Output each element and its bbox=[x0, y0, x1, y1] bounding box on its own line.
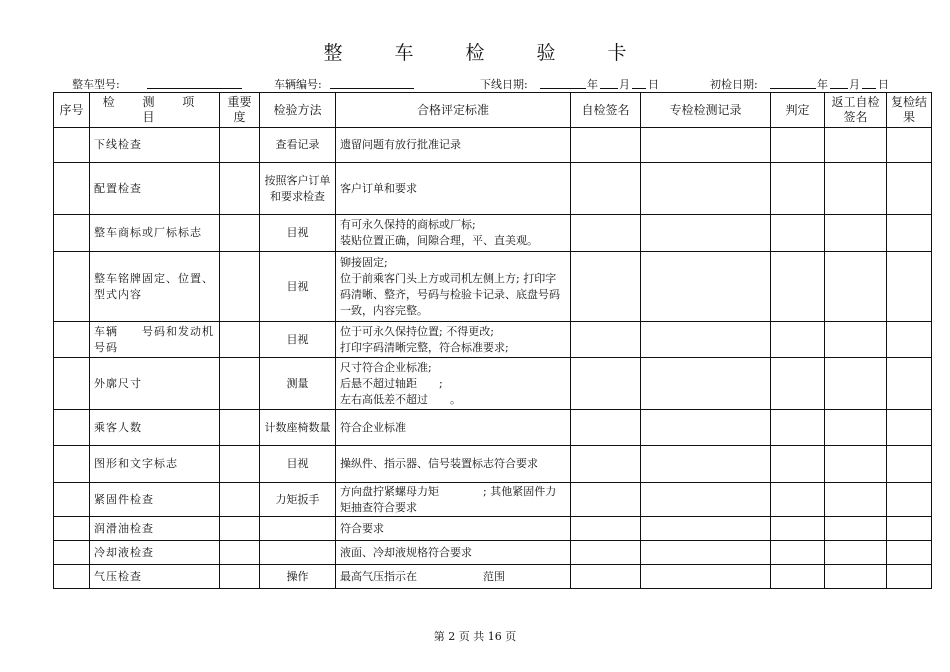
criteria-cell bbox=[336, 128, 571, 163]
self-sign-cell[interactable] bbox=[571, 163, 641, 215]
recheck-cell[interactable] bbox=[887, 541, 932, 565]
table-row bbox=[54, 358, 932, 410]
judgement-cell[interactable] bbox=[771, 410, 825, 446]
seq-cell bbox=[54, 541, 90, 565]
table-header-row bbox=[54, 93, 932, 128]
recheck-cell[interactable] bbox=[887, 483, 932, 517]
special-record-cell[interactable] bbox=[641, 541, 771, 565]
criteria-cell bbox=[336, 358, 571, 410]
item-cell: 图形和文字标志 bbox=[90, 446, 220, 483]
importance-cell bbox=[220, 215, 260, 252]
criteria-line: 符合企业标准 bbox=[340, 420, 406, 434]
seq-cell bbox=[54, 483, 90, 517]
recheck-cell[interactable] bbox=[887, 410, 932, 446]
first-month-unit: 月 bbox=[849, 78, 860, 91]
judgement-cell[interactable] bbox=[771, 565, 825, 589]
item-cell: 整车铭牌固定、位置、型式内容 bbox=[90, 252, 220, 322]
self-sign-cell[interactable] bbox=[571, 410, 641, 446]
judgement-cell[interactable] bbox=[771, 252, 825, 322]
criteria-cell bbox=[336, 252, 571, 322]
table-row bbox=[54, 565, 932, 589]
inspection-table bbox=[53, 92, 932, 589]
importance-cell bbox=[220, 483, 260, 517]
rework-sign-cell[interactable] bbox=[825, 252, 887, 322]
table-row bbox=[54, 483, 932, 517]
seq-cell bbox=[54, 565, 90, 589]
recheck-cell[interactable] bbox=[887, 446, 932, 483]
seq-cell bbox=[54, 163, 90, 215]
criteria-line: 位于前乘客门头上方或司机左侧上方; 打印字码清晰、整齐，号码与检验卡记录、底盘号码一致，内容完整。 bbox=[340, 271, 560, 317]
recheck-cell[interactable] bbox=[887, 163, 932, 215]
method-cell: 计数座椅数量 bbox=[260, 410, 336, 446]
special-record-cell[interactable] bbox=[641, 483, 771, 517]
offline-day-field[interactable] bbox=[632, 76, 646, 89]
table-row bbox=[54, 252, 932, 322]
item-cell: 下线检查 bbox=[90, 128, 220, 163]
criteria-line: 装贴位置正确，间隙合理，平、直美观。 bbox=[340, 234, 538, 247]
judgement-cell[interactable] bbox=[771, 163, 825, 215]
item-cell: 外廓尺寸 bbox=[90, 358, 220, 410]
criteria-line: 位于可永久保持位置; 不得更改; bbox=[340, 324, 494, 338]
table-row bbox=[54, 446, 932, 483]
table-row bbox=[54, 410, 932, 446]
recheck-cell[interactable] bbox=[887, 128, 932, 163]
table-row bbox=[54, 322, 932, 358]
table-row bbox=[54, 163, 932, 215]
header-self-sign: 自检签名 bbox=[571, 93, 641, 128]
first-day-unit: 日 bbox=[878, 78, 889, 91]
first-inspection-label: 初检日期: bbox=[710, 78, 758, 91]
self-sign-cell[interactable] bbox=[571, 483, 641, 517]
rework-sign-cell[interactable] bbox=[825, 565, 887, 589]
item-cell: 紧固件检查 bbox=[90, 483, 220, 517]
header-criteria: 合格评定标准 bbox=[336, 93, 571, 128]
seq-cell bbox=[54, 322, 90, 358]
importance-cell bbox=[220, 252, 260, 322]
judgement-cell[interactable] bbox=[771, 322, 825, 358]
first-day-field[interactable] bbox=[862, 76, 876, 89]
offline-month-unit: 月 bbox=[619, 78, 630, 91]
importance-cell bbox=[220, 410, 260, 446]
self-sign-cell[interactable] bbox=[571, 541, 641, 565]
rework-sign-cell[interactable] bbox=[825, 322, 887, 358]
table-row bbox=[54, 541, 932, 565]
item-cell: 乘客人数 bbox=[90, 410, 220, 446]
judgement-cell[interactable] bbox=[771, 358, 825, 410]
criteria-line: 最高气压指示在 范围 bbox=[340, 569, 505, 583]
criteria-line: 尺寸符合企业标准; bbox=[340, 360, 432, 374]
seq-cell bbox=[54, 128, 90, 163]
self-sign-cell[interactable] bbox=[571, 517, 641, 541]
method-cell: 操作 bbox=[260, 565, 336, 589]
item-cell: 配置检查 bbox=[90, 163, 220, 215]
method-cell: 测量 bbox=[260, 358, 336, 410]
special-record-cell[interactable] bbox=[641, 565, 771, 589]
rework-sign-cell[interactable] bbox=[825, 163, 887, 215]
method-cell bbox=[260, 517, 336, 541]
method-cell bbox=[260, 541, 336, 565]
special-record-cell[interactable] bbox=[641, 128, 771, 163]
criteria-cell bbox=[336, 483, 571, 517]
header-recheck: 复检结果 bbox=[887, 93, 932, 128]
seq-cell bbox=[54, 446, 90, 483]
header-importance: 重要度 bbox=[220, 93, 260, 128]
recheck-cell[interactable] bbox=[887, 565, 932, 589]
criteria-line: 打印字码清晰完整，符合标准要求; bbox=[340, 340, 509, 354]
judgement-cell[interactable] bbox=[771, 483, 825, 517]
first-year-field[interactable] bbox=[770, 76, 816, 89]
method-cell: 力矩扳手 bbox=[260, 483, 336, 517]
method-cell: 按照客户订单和要求检查 bbox=[260, 163, 336, 215]
method-cell: 查看记录 bbox=[260, 128, 336, 163]
document-title: 整车检验卡 bbox=[323, 42, 679, 64]
offline-year-field[interactable] bbox=[540, 76, 586, 89]
self-sign-cell[interactable] bbox=[571, 128, 641, 163]
method-cell: 目视 bbox=[260, 446, 336, 483]
criteria-line: 操纵件、指示器、信号装置标志符合要求 bbox=[340, 457, 538, 470]
importance-cell bbox=[220, 517, 260, 541]
criteria-cell bbox=[336, 163, 571, 215]
item-cell: 润滑油检查 bbox=[90, 517, 220, 541]
method-cell: 目视 bbox=[260, 252, 336, 322]
rework-sign-cell[interactable] bbox=[825, 541, 887, 565]
criteria-line: 方向盘拧紧螺母力矩 ; 其他紧固件力矩抽查符合要求 bbox=[340, 484, 557, 514]
first-year-unit: 年 bbox=[817, 78, 828, 91]
criteria-cell bbox=[336, 446, 571, 483]
judgement-cell[interactable] bbox=[771, 446, 825, 483]
importance-cell bbox=[220, 322, 260, 358]
method-cell: 目视 bbox=[260, 322, 336, 358]
method-cell: 目视 bbox=[260, 215, 336, 252]
vehicle-no-field[interactable] bbox=[330, 76, 414, 89]
recheck-cell[interactable] bbox=[887, 517, 932, 541]
seq-cell bbox=[54, 215, 90, 252]
self-sign-cell[interactable] bbox=[571, 358, 641, 410]
rework-sign-cell[interactable] bbox=[825, 483, 887, 517]
item-cell: 冷却液检查 bbox=[90, 541, 220, 565]
header-rework-sign: 返工自检签名 bbox=[825, 93, 887, 128]
self-sign-cell[interactable] bbox=[571, 565, 641, 589]
criteria-cell bbox=[336, 565, 571, 589]
criteria-line: 左右高低差不超过 。 bbox=[340, 392, 461, 406]
special-record-cell[interactable] bbox=[641, 163, 771, 215]
offline-year-unit: 年 bbox=[587, 78, 598, 91]
special-record-cell[interactable] bbox=[641, 358, 771, 410]
criteria-line: 遗留问题有放行批准记录 bbox=[340, 138, 461, 151]
vehicle-no-label: 车辆编号: bbox=[274, 78, 322, 91]
table-row bbox=[54, 517, 932, 541]
criteria-cell bbox=[336, 541, 571, 565]
criteria-line: 后悬不超过轴距 ; bbox=[340, 376, 443, 390]
self-sign-cell[interactable] bbox=[571, 446, 641, 483]
rework-sign-cell[interactable] bbox=[825, 358, 887, 410]
item-cell: 整车商标或厂标标志 bbox=[90, 215, 220, 252]
criteria-line: 有可永久保持的商标或厂标; bbox=[340, 218, 476, 231]
judgement-cell[interactable] bbox=[771, 128, 825, 163]
header-item: 检 测 项 目 bbox=[90, 93, 220, 128]
criteria-cell bbox=[336, 322, 571, 358]
table-row bbox=[54, 128, 932, 163]
self-sign-cell[interactable] bbox=[571, 252, 641, 322]
criteria-line: 铆接固定; bbox=[340, 255, 388, 269]
first-month-field[interactable] bbox=[830, 76, 848, 89]
header-seq: 序号 bbox=[54, 93, 90, 128]
seq-cell bbox=[54, 252, 90, 322]
importance-cell bbox=[220, 128, 260, 163]
seq-cell bbox=[54, 517, 90, 541]
rework-sign-cell[interactable] bbox=[825, 446, 887, 483]
importance-cell bbox=[220, 446, 260, 483]
offline-month-field[interactable] bbox=[600, 76, 618, 89]
self-sign-cell[interactable] bbox=[571, 322, 641, 358]
special-record-cell[interactable] bbox=[641, 410, 771, 446]
importance-cell bbox=[220, 565, 260, 589]
judgement-cell[interactable] bbox=[771, 215, 825, 252]
header-method: 检验方法 bbox=[260, 93, 336, 128]
rework-sign-cell[interactable] bbox=[825, 128, 887, 163]
recheck-cell[interactable] bbox=[887, 358, 932, 410]
recheck-cell[interactable] bbox=[887, 252, 932, 322]
item-cell: 气压检查 bbox=[90, 565, 220, 589]
importance-cell bbox=[220, 541, 260, 565]
seq-cell bbox=[54, 358, 90, 410]
header-special-record: 专检检测记录 bbox=[641, 93, 771, 128]
rework-sign-cell[interactable] bbox=[825, 517, 887, 541]
judgement-cell[interactable] bbox=[771, 517, 825, 541]
importance-cell bbox=[220, 358, 260, 410]
special-record-cell[interactable] bbox=[641, 446, 771, 483]
table-row bbox=[54, 215, 932, 252]
self-sign-cell[interactable] bbox=[571, 215, 641, 252]
criteria-cell bbox=[336, 215, 571, 252]
criteria-line: 符合要求 bbox=[340, 521, 384, 535]
rework-sign-cell[interactable] bbox=[825, 410, 887, 446]
special-record-cell[interactable] bbox=[641, 322, 771, 358]
page-number: 第 2 页 共 16 页 bbox=[433, 630, 517, 643]
model-label: 整车型号: bbox=[72, 78, 120, 91]
importance-cell bbox=[220, 163, 260, 215]
special-record-cell[interactable] bbox=[641, 215, 771, 252]
criteria-line: 客户订单和要求 bbox=[340, 181, 417, 195]
recheck-cell[interactable] bbox=[887, 215, 932, 252]
offline-date-label: 下线日期: bbox=[480, 78, 528, 91]
header-judgement: 判定 bbox=[771, 93, 825, 128]
special-record-cell[interactable] bbox=[641, 517, 771, 541]
recheck-cell[interactable] bbox=[887, 322, 932, 358]
criteria-cell bbox=[336, 517, 571, 541]
seq-cell bbox=[54, 410, 90, 446]
criteria-line: 液面、冷却液规格符合要求 bbox=[340, 545, 472, 559]
header-fields bbox=[72, 76, 912, 92]
rework-sign-cell[interactable] bbox=[825, 215, 887, 252]
special-record-cell[interactable] bbox=[641, 252, 771, 322]
offline-day-unit: 日 bbox=[648, 78, 659, 91]
model-field[interactable] bbox=[147, 76, 242, 89]
criteria-cell bbox=[336, 410, 571, 446]
item-cell: 车辆 号码和发动机号码 bbox=[90, 322, 220, 358]
judgement-cell[interactable] bbox=[771, 541, 825, 565]
